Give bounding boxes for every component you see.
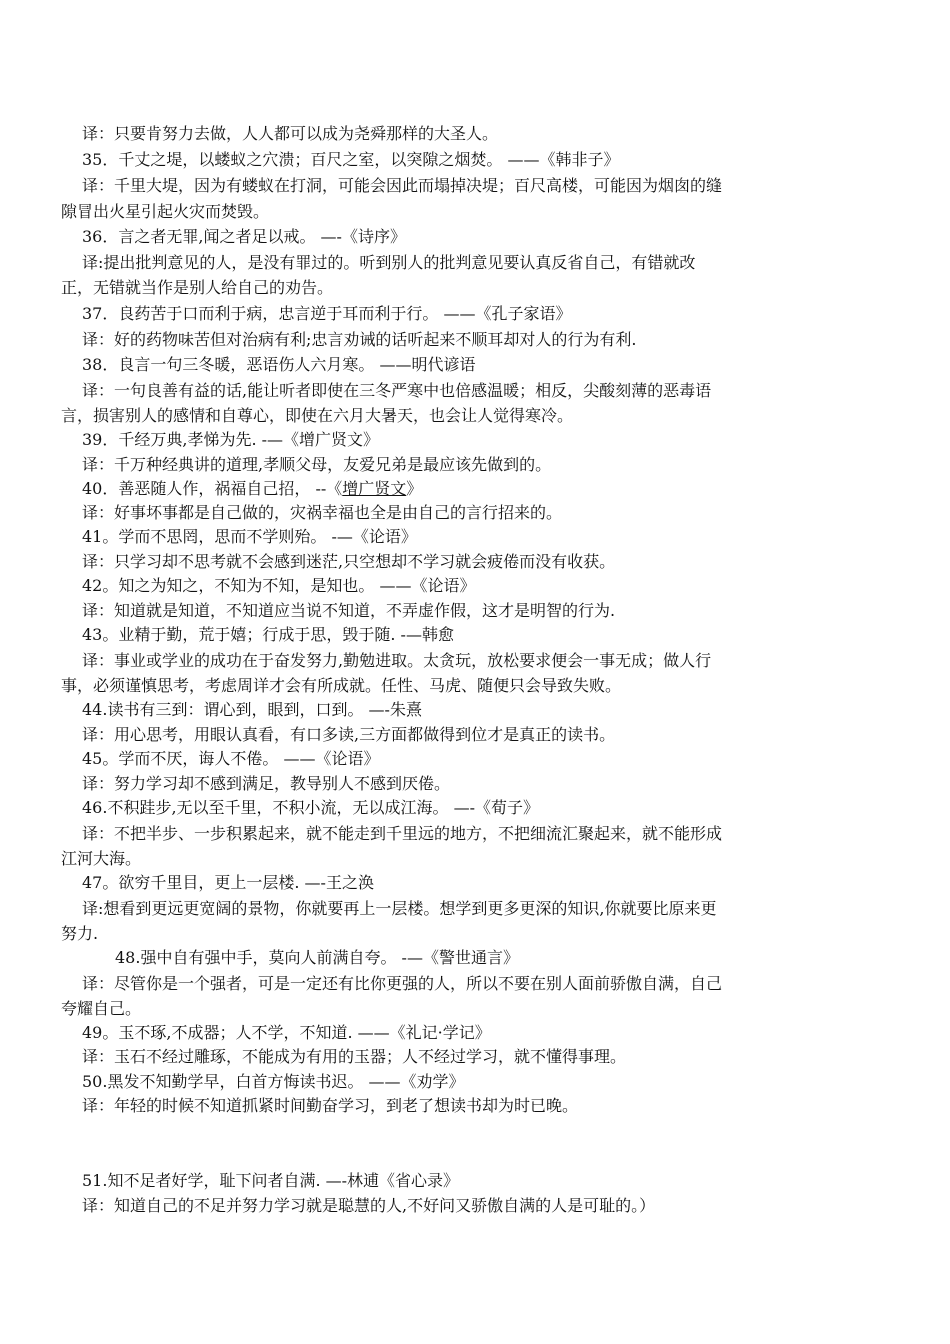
text-line: 37．良药苦于口而利于病，忠言逆于耳而利于行。 ——《孔子家语》	[82, 304, 572, 323]
text-line: 51.知不足者好学，耻下问者自满. —-林逋《省心录》	[82, 1171, 460, 1190]
text-line: 译：知道自己的不足并努力学习就是聪慧的人,不好问又骄傲自满的人是可耻的。）	[82, 1196, 656, 1215]
text-line: 译：年轻的时候不知道抓紧时间勤奋学习，到老了想读书却为时已晚。	[82, 1096, 579, 1115]
text-line: 努力.	[61, 924, 99, 943]
text-line: 译：尽管你是一个强者，可是一定还有比你更强的人，所以不要在别人面前骄傲自满，自己	[82, 974, 723, 993]
text-line: 译：玉石不经过雕琢，不能成为有用的玉器；人不经过学习，就不懂得事理。	[82, 1047, 627, 1066]
text-line: 译：用心思考，用眼认真看，有口多读,三方面都做得到位才是真正的读书。	[82, 725, 616, 744]
text-line: 38．良言一句三冬暖，恶语伤人六月寒。 ——明代谚语	[82, 355, 476, 374]
text-line: 译：事业或学业的成功在于奋发努力,勤勉进取。太贪玩，放松要求便会一事无成；做人行	[82, 651, 712, 670]
text-line: 43。业精于勤，荒于嬉；行成于思，毁于随. -—韩愈	[82, 625, 454, 644]
text-line: 译：只学习却不思考就不会感到迷茫,只空想却不学习就会疲倦而没有收获。	[82, 552, 616, 571]
text-line: 译:提出批判意见的人，是没有罪过的。听到别人的批判意见要认真反省自己，有错就改	[82, 253, 696, 272]
text-line: 译：只要肯努力去做，人人都可以成为尧舜那样的大圣人。	[82, 124, 499, 143]
book-link[interactable]: 增广贤文	[342, 479, 407, 498]
text-line	[82, 477, 422, 501]
text-line: 译：好事坏事都是自己做的，灾祸幸福也全是由自己的言行招来的。	[82, 503, 563, 522]
text-line: 48.强中自有强中手，莫向人前满自夸。 -—《警世通言》	[115, 948, 519, 967]
text-line: 47。欲穷千里目，更上一层楼. —-王之涣	[82, 873, 374, 892]
text-line: 译：一句良善有益的话,能让听者即使在三冬严寒中也倍感温暖；相反，尖酸刻薄的恶毒语	[82, 381, 712, 400]
text-line: 译：努力学习却不感到满足，教导别人不感到厌倦。	[82, 774, 451, 793]
text-line: 译:想看到更远更宽阔的景物，你就要再上一层楼。想学到更多更深的知识,你就要比原来更	[82, 899, 717, 918]
text-line: 41。学而不思罔，思而不学则殆。 -—《论语》	[82, 527, 417, 546]
text-line: 44.读书有三到：谓心到，眼到，口到。 —-朱熹	[82, 700, 422, 719]
text-line: 39．千经万典,孝悌为先. -—《增广贤文》	[82, 430, 380, 449]
text-line: 译：知道就是知道，不知道应当说不知道，不弄虚作假，这才是明智的行为.	[82, 601, 616, 620]
text-line: 事，必须谨慎思考，考虑周详才会有所成就。任性、马虎、随便只会导致失败。	[61, 676, 622, 695]
text-line: 正，无错就当作是别人给自己的劝告。	[61, 278, 334, 297]
text-line: 49。玉不琢,不成器；人不学，不知道. ——《礼记·学记》	[82, 1023, 491, 1042]
text-line: 江河大海。	[61, 849, 142, 868]
text-line: 42。知之为知之，不知为不知，是知也。 ——《论语》	[82, 576, 476, 595]
text-line: 45。学而不厌，诲人不倦。 ——《论语》	[82, 749, 380, 768]
text-line: 译：好的药物味苦但对治病有利;忠言劝诫的话听起来不顺耳却对人的行为有利.	[82, 330, 637, 349]
text-line: 译：不把半步、一步积累起来，就不能走到千里远的地方，不把细流汇聚起来，就不能形成	[82, 824, 723, 843]
text-line: 隙冒出火星引起火灾而焚毁。	[61, 202, 270, 221]
text-line: 言，损害别人的感情和自尊心，即使在六月大暑天，也会让人觉得寒冷。	[61, 406, 574, 425]
text-line: 夸耀自己。	[61, 999, 142, 1018]
text-segment: 40．善恶随人作，祸福自己招， --《	[82, 479, 343, 498]
text-line: 36．言之者无罪,闻之者足以戒。 —-《诗序》	[82, 227, 406, 246]
text-line: 46.不积跬步,无以至千里，不积小流，无以成江海。 —-《荀子》	[82, 798, 540, 817]
text-segment: 》	[406, 479, 423, 498]
text-line: 35．千丈之堤，以蝼蚁之穴溃；百尺之室，以突隙之烟焚。 ——《韩非子》	[82, 150, 620, 169]
text-line: 译：千里大堤，因为有蝼蚁在打洞，可能会因此而塌掉决堤；百尺高楼，可能因为烟囱的缝	[82, 176, 723, 195]
text-line: 译：千万种经典讲的道理,孝顺父母，友爱兄弟是最应该先做到的。	[82, 455, 552, 474]
text-line: 50.黑发不知勤学早，白首方悔读书迟。 ——《劝学》	[82, 1072, 465, 1091]
